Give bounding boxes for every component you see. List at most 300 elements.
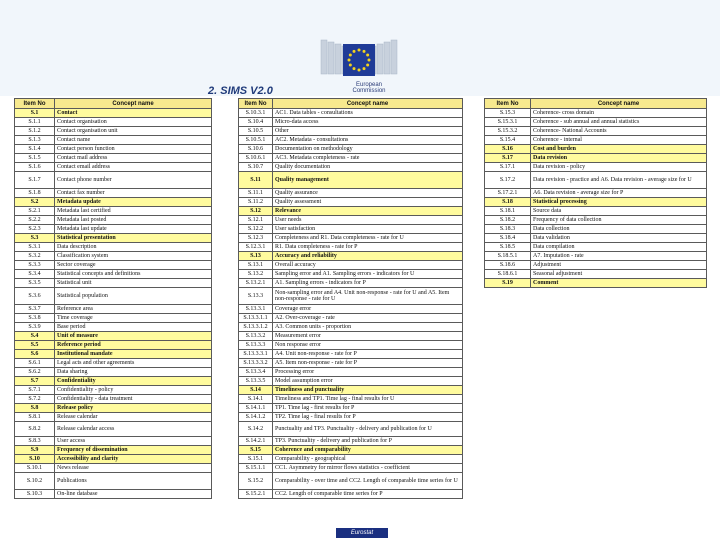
concept-name: Statistical concepts and definitions — [55, 270, 212, 279]
table-row — [15, 413, 212, 422]
item-number: S.1.1 — [15, 118, 55, 127]
concept-name: Model assumption error — [273, 377, 463, 386]
table-row — [239, 163, 463, 172]
table-row — [239, 109, 463, 118]
table-row — [485, 243, 707, 252]
table-row — [239, 350, 463, 359]
table-row — [239, 172, 463, 189]
item-number: S.10.7 — [239, 163, 273, 172]
table-row — [485, 279, 707, 288]
concept-name: A2. Over-coverage - rate — [273, 314, 463, 323]
table-row — [239, 377, 463, 386]
concept-name: Quality management — [273, 172, 463, 189]
concept-name: A6. Data revision - average size for P — [531, 189, 707, 198]
flag-star-icon — [353, 50, 356, 53]
item-number: S.1 — [15, 109, 55, 118]
concept-name: Sampling error and A1. Sampling errors - indicators for U — [273, 270, 463, 279]
table-row — [485, 216, 707, 225]
concept-name: Comparability - over time and CC2. Length of comparable time series for U — [273, 473, 463, 490]
item-number: S.13.3.1.1 — [239, 314, 273, 323]
concept-name: Frequency of data collection — [531, 216, 707, 225]
item-number: S.13.2.1 — [239, 279, 273, 288]
concept-name: Contact email address — [55, 163, 212, 172]
concept-name: Punctuality and TP3. Punctuality - delivery and publication for U — [273, 422, 463, 437]
concept-name: Statistical presentation — [55, 234, 212, 243]
table-row — [15, 359, 212, 368]
item-number: S.1.2 — [15, 127, 55, 136]
item-number: S.15.3.2 — [485, 127, 531, 136]
concept-name: Coherence - sub annual and annual statistics — [531, 118, 707, 127]
table-row — [239, 136, 463, 145]
concept-name: Adjustment — [531, 261, 707, 270]
concept-name: Statistical processing — [531, 198, 707, 207]
concept-name: A1. Sampling errors - indicators for P — [273, 279, 463, 288]
concept-name: Data sharing — [55, 368, 212, 377]
item-number: S.10.4 — [239, 118, 273, 127]
table-row — [485, 261, 707, 270]
item-number: S.2.2 — [15, 216, 55, 225]
concept-name: Release calendar — [55, 413, 212, 422]
table-row — [15, 252, 212, 261]
item-number: S.7.1 — [15, 386, 55, 395]
item-number: S.14.2 — [239, 422, 273, 437]
table-row — [239, 332, 463, 341]
table-row — [15, 437, 212, 446]
concept-name: Metadata last update — [55, 225, 212, 234]
item-number: S.13.3.3.1 — [239, 350, 273, 359]
concept-name: Confidentiality - policy — [55, 386, 212, 395]
item-number: S.2.3 — [15, 225, 55, 234]
table-row — [15, 455, 212, 464]
item-number: S.13.1 — [239, 261, 273, 270]
concept-name: Publications — [55, 473, 212, 490]
concept-name: Contact mail address — [55, 154, 212, 163]
sims-table-right — [484, 98, 707, 288]
concept-name: Coherence- National Accounts — [531, 127, 707, 136]
table-row — [15, 288, 212, 305]
concept-name: CC2. Length of comparable time series for P — [273, 490, 463, 499]
concept-name: R1. Data completeness - rate for P — [273, 243, 463, 252]
concept-name: Coherence- cross domain — [531, 109, 707, 118]
concept-name: On-line database — [55, 490, 212, 499]
concept-name: Confidentiality - data treatment — [55, 395, 212, 404]
table-row — [15, 446, 212, 455]
item-number: S.13.3.3.2 — [239, 359, 273, 368]
item-number: S.3 — [15, 234, 55, 243]
table-row — [239, 368, 463, 377]
concept-name: Overall accuracy — [273, 261, 463, 270]
item-number: S.10.2 — [15, 473, 55, 490]
concept-name: Institutional mandate — [55, 350, 212, 359]
table-row — [239, 270, 463, 279]
item-number: S.13 — [239, 252, 273, 261]
table-row — [239, 323, 463, 332]
flag-star-icon — [349, 64, 352, 67]
concept-name: Unit of measure — [55, 332, 212, 341]
table-row — [15, 422, 212, 437]
item-number: S.18.6 — [485, 261, 531, 270]
item-number: S.14.1.1 — [239, 404, 273, 413]
item-number: S.14.2.1 — [239, 437, 273, 446]
concept-name: TP2. Time lag - final results for P — [273, 413, 463, 422]
concept-name: Seasonal adjustment — [531, 270, 707, 279]
item-number: S.2.1 — [15, 207, 55, 216]
table-row — [239, 341, 463, 350]
page-title: 2. SIMS V2.0 — [208, 85, 273, 97]
table-row — [15, 207, 212, 216]
concept-name: Data revision - policy — [531, 163, 707, 172]
item-number: S.10.5.1 — [239, 136, 273, 145]
concept-name: Comparability - geographical — [273, 455, 463, 464]
concept-name: Contact person function — [55, 145, 212, 154]
flag-star-icon — [366, 54, 369, 57]
table-row — [239, 288, 463, 305]
table-row — [239, 154, 463, 163]
item-number: S.17 — [485, 154, 531, 163]
concept-name: Statistical unit — [55, 279, 212, 288]
concept-name: Source data — [531, 207, 707, 216]
item-number: S.15 — [239, 446, 273, 455]
item-number: S.18.3 — [485, 225, 531, 234]
item-number: S.10.6 — [239, 145, 273, 154]
column-header-concept-name: Concept name — [531, 99, 707, 109]
item-number: S.13.3.5 — [239, 377, 273, 386]
item-number: S.18.5.1 — [485, 252, 531, 261]
table-row — [15, 323, 212, 332]
concept-name: Processing error — [273, 368, 463, 377]
concept-name: Statistical population — [55, 288, 212, 305]
table-row — [15, 270, 212, 279]
table-row — [15, 261, 212, 270]
item-number: S.6.1 — [15, 359, 55, 368]
item-number: S.13.3.2 — [239, 332, 273, 341]
table-row — [485, 252, 707, 261]
table-row — [15, 305, 212, 314]
table-row — [239, 127, 463, 136]
concept-name: Contact phone number — [55, 172, 212, 189]
table-row — [15, 350, 212, 359]
table-row — [15, 404, 212, 413]
item-number: S.3.9 — [15, 323, 55, 332]
table-row — [15, 216, 212, 225]
concept-name: Coherence and comparability — [273, 446, 463, 455]
item-number: S.14.1 — [239, 395, 273, 404]
concept-name: Confidentiality — [55, 377, 212, 386]
item-number: S.3.7 — [15, 305, 55, 314]
concept-name: Contact — [55, 109, 212, 118]
concept-name: User access — [55, 437, 212, 446]
concept-name: Timeliness and punctuality — [273, 386, 463, 395]
item-number: S.3.6 — [15, 288, 55, 305]
table-row — [239, 404, 463, 413]
concept-name: Contact name — [55, 136, 212, 145]
column-header-concept-name: Concept name — [273, 99, 463, 109]
table-row — [485, 270, 707, 279]
table-row — [239, 446, 463, 455]
concept-name: Timeliness and TP1. Time lag - final results for U — [273, 395, 463, 404]
item-number: S.7 — [15, 377, 55, 386]
table-row — [15, 225, 212, 234]
table-row — [15, 473, 212, 490]
table-row — [15, 243, 212, 252]
item-number: S.10 — [15, 455, 55, 464]
item-number: S.12.1 — [239, 216, 273, 225]
item-number: S.11.2 — [239, 198, 273, 207]
item-number: S.4 — [15, 332, 55, 341]
table-row — [485, 189, 707, 198]
concept-name: Data revision - practice and A6. Data revision - average size for U — [531, 172, 707, 189]
table-row — [239, 252, 463, 261]
concept-name: Quality assessment — [273, 198, 463, 207]
table-row — [239, 422, 463, 437]
item-number: S.15.3 — [485, 109, 531, 118]
table-row — [485, 118, 707, 127]
table-row — [239, 198, 463, 207]
item-number: S.8.3 — [15, 437, 55, 446]
table-row — [15, 109, 212, 118]
column-header-item-no: Item No — [485, 99, 531, 109]
table-row — [485, 234, 707, 243]
item-number: S.2 — [15, 198, 55, 207]
item-number: S.3.4 — [15, 270, 55, 279]
concept-name: Documentation on methodology — [273, 145, 463, 154]
table-row — [15, 490, 212, 499]
table-row — [239, 490, 463, 499]
table-row — [239, 189, 463, 198]
concept-name: Sector coverage — [55, 261, 212, 270]
flag-star-icon — [363, 50, 366, 53]
flag-star-icon — [358, 49, 361, 52]
concept-name: Other — [273, 127, 463, 136]
item-number: S.12.3 — [239, 234, 273, 243]
table-row — [15, 145, 212, 154]
table-row — [15, 136, 212, 145]
concept-name: Release calendar access — [55, 422, 212, 437]
table-row — [485, 127, 707, 136]
table-row — [15, 163, 212, 172]
table-row — [485, 145, 707, 154]
concept-name: Comment — [531, 279, 707, 288]
concept-name: A5. Item non-response - rate for P — [273, 359, 463, 368]
concept-name: Non-sampling error and A4. Unit non-response - rate for U and A5. Item non-response - rate for U — [273, 288, 463, 305]
table-row — [15, 332, 212, 341]
concept-name: A4. Unit non-response - rate for P — [273, 350, 463, 359]
concept-name: A3. Common units - proportion — [273, 323, 463, 332]
concept-name: Contact organisation unit — [55, 127, 212, 136]
concept-name: Data revision — [531, 154, 707, 163]
item-number: S.1.5 — [15, 154, 55, 163]
table-row — [485, 109, 707, 118]
item-number: S.6 — [15, 350, 55, 359]
item-number: S.10.6.1 — [239, 154, 273, 163]
table-row — [15, 368, 212, 377]
item-number: S.10.3.1 — [239, 109, 273, 118]
concept-name: A7. Imputation - rate — [531, 252, 707, 261]
concept-name: Completeness and R1. Data completeness - rate for U — [273, 234, 463, 243]
flag-star-icon — [348, 59, 351, 62]
flag-star-icon — [353, 67, 356, 70]
item-number: S.10.3 — [15, 490, 55, 499]
concept-name: Measurement error — [273, 332, 463, 341]
item-number: S.6.2 — [15, 368, 55, 377]
item-number: S.1.8 — [15, 189, 55, 198]
item-number: S.12.2 — [239, 225, 273, 234]
item-number: S.17.2 — [485, 172, 531, 189]
table-row — [239, 455, 463, 464]
item-number: S.15.3.1 — [485, 118, 531, 127]
table-row — [485, 198, 707, 207]
concept-name: Legal acts and other agreements — [55, 359, 212, 368]
table-row — [15, 198, 212, 207]
table-row — [239, 225, 463, 234]
table-row — [485, 163, 707, 172]
item-number: S.17.2.1 — [485, 189, 531, 198]
table-row — [15, 154, 212, 163]
flag-star-icon — [358, 69, 361, 72]
table-row — [15, 118, 212, 127]
table-row — [239, 314, 463, 323]
table-row — [239, 243, 463, 252]
table-row — [239, 261, 463, 270]
concept-name: AC3. Metadata completeness - rate — [273, 154, 463, 163]
concept-name: Accuracy and reliability — [273, 252, 463, 261]
item-number: S.3.5 — [15, 279, 55, 288]
concept-name: Release policy — [55, 404, 212, 413]
concept-name: Contact organisation — [55, 118, 212, 127]
table-row — [15, 395, 212, 404]
concept-name: Micro-data access — [273, 118, 463, 127]
table-row — [239, 473, 463, 490]
item-number: S.8 — [15, 404, 55, 413]
concept-name: Data description — [55, 243, 212, 252]
concept-name: Quality assurance — [273, 189, 463, 198]
concept-name: Contact fax number — [55, 189, 212, 198]
concept-name: Reference area — [55, 305, 212, 314]
table-row — [239, 395, 463, 404]
item-number: S.13.3 — [239, 288, 273, 305]
item-number: S.8.1 — [15, 413, 55, 422]
item-number: S.5 — [15, 341, 55, 350]
concept-name: Data validation — [531, 234, 707, 243]
concept-name: Time coverage — [55, 314, 212, 323]
concept-name: TP3. Punctuality - delivery and publication for P — [273, 437, 463, 446]
item-number: S.13.3.1 — [239, 305, 273, 314]
column-header-concept-name: Concept name — [55, 99, 212, 109]
item-number: S.14.1.2 — [239, 413, 273, 422]
item-number: S.15.2 — [239, 473, 273, 490]
item-number: S.3.2 — [15, 252, 55, 261]
item-number: S.13.3.3 — [239, 341, 273, 350]
concept-name: TP1. Time lag - first results for P — [273, 404, 463, 413]
concept-name: Accessibility and clarity — [55, 455, 212, 464]
table-row — [15, 127, 212, 136]
concept-name: Reference period — [55, 341, 212, 350]
concept-name: Data compilation — [531, 243, 707, 252]
table-row — [15, 314, 212, 323]
item-number: S.18.1 — [485, 207, 531, 216]
item-number: S.14 — [239, 386, 273, 395]
table-row — [485, 154, 707, 163]
flag-star-icon — [349, 54, 352, 57]
item-number: S.9 — [15, 446, 55, 455]
item-number: S.3.8 — [15, 314, 55, 323]
european-commission-label: European Commission — [352, 82, 386, 94]
concept-name: AC1. Data tables - consultations — [273, 109, 463, 118]
concept-name: Cost and burden — [531, 145, 707, 154]
sims-table-left — [14, 98, 212, 499]
concept-name: Relevance — [273, 207, 463, 216]
concept-name: Metadata update — [55, 198, 212, 207]
item-number: S.12.3.1 — [239, 243, 273, 252]
item-number: S.10.1 — [15, 464, 55, 473]
table-row — [15, 279, 212, 288]
concept-name: Quality documentation — [273, 163, 463, 172]
table-row — [239, 437, 463, 446]
item-number: S.13.3.4 — [239, 368, 273, 377]
table-row — [15, 341, 212, 350]
item-number: S.15.4 — [485, 136, 531, 145]
item-number: S.11 — [239, 172, 273, 189]
table-row — [485, 225, 707, 234]
table-row — [239, 305, 463, 314]
item-number: S.7.2 — [15, 395, 55, 404]
item-number: S.18.6.1 — [485, 270, 531, 279]
table-row — [239, 216, 463, 225]
table-row — [239, 207, 463, 216]
table-row — [15, 377, 212, 386]
flag-star-icon — [366, 64, 369, 67]
item-number: S.18.5 — [485, 243, 531, 252]
item-number: S.18 — [485, 198, 531, 207]
concept-name: Metadata last certified — [55, 207, 212, 216]
concept-name: Base period — [55, 323, 212, 332]
table-row — [15, 234, 212, 243]
table-row — [239, 359, 463, 368]
concept-name: Coverage error — [273, 305, 463, 314]
item-number: S.8.2 — [15, 422, 55, 437]
concept-name: News release — [55, 464, 212, 473]
table-row — [485, 172, 707, 189]
sims-table-middle — [238, 98, 463, 499]
item-number: S.3.3 — [15, 261, 55, 270]
item-number: S.10.5 — [239, 127, 273, 136]
table-row — [239, 386, 463, 395]
item-number: S.13.2 — [239, 270, 273, 279]
item-number: S.1.4 — [15, 145, 55, 154]
concept-name: Metadata last posted — [55, 216, 212, 225]
table-row — [239, 464, 463, 473]
item-number: S.18.4 — [485, 234, 531, 243]
item-number: S.15.1.1 — [239, 464, 273, 473]
table-row — [15, 464, 212, 473]
concept-name: Coherence - internal — [531, 136, 707, 145]
flag-star-icon — [368, 59, 371, 62]
item-number: S.15.1 — [239, 455, 273, 464]
item-number: S.1.6 — [15, 163, 55, 172]
table-row — [239, 234, 463, 243]
item-number: S.17.1 — [485, 163, 531, 172]
item-number: S.11.1 — [239, 189, 273, 198]
item-number: S.12 — [239, 207, 273, 216]
item-number: S.1.3 — [15, 136, 55, 145]
item-number: S.15.2.1 — [239, 490, 273, 499]
concept-name: Frequency of dissemination — [55, 446, 212, 455]
table-row — [239, 118, 463, 127]
table-row — [239, 279, 463, 288]
item-number: S.18.2 — [485, 216, 531, 225]
item-number: S.3.1 — [15, 243, 55, 252]
table-row — [239, 145, 463, 154]
